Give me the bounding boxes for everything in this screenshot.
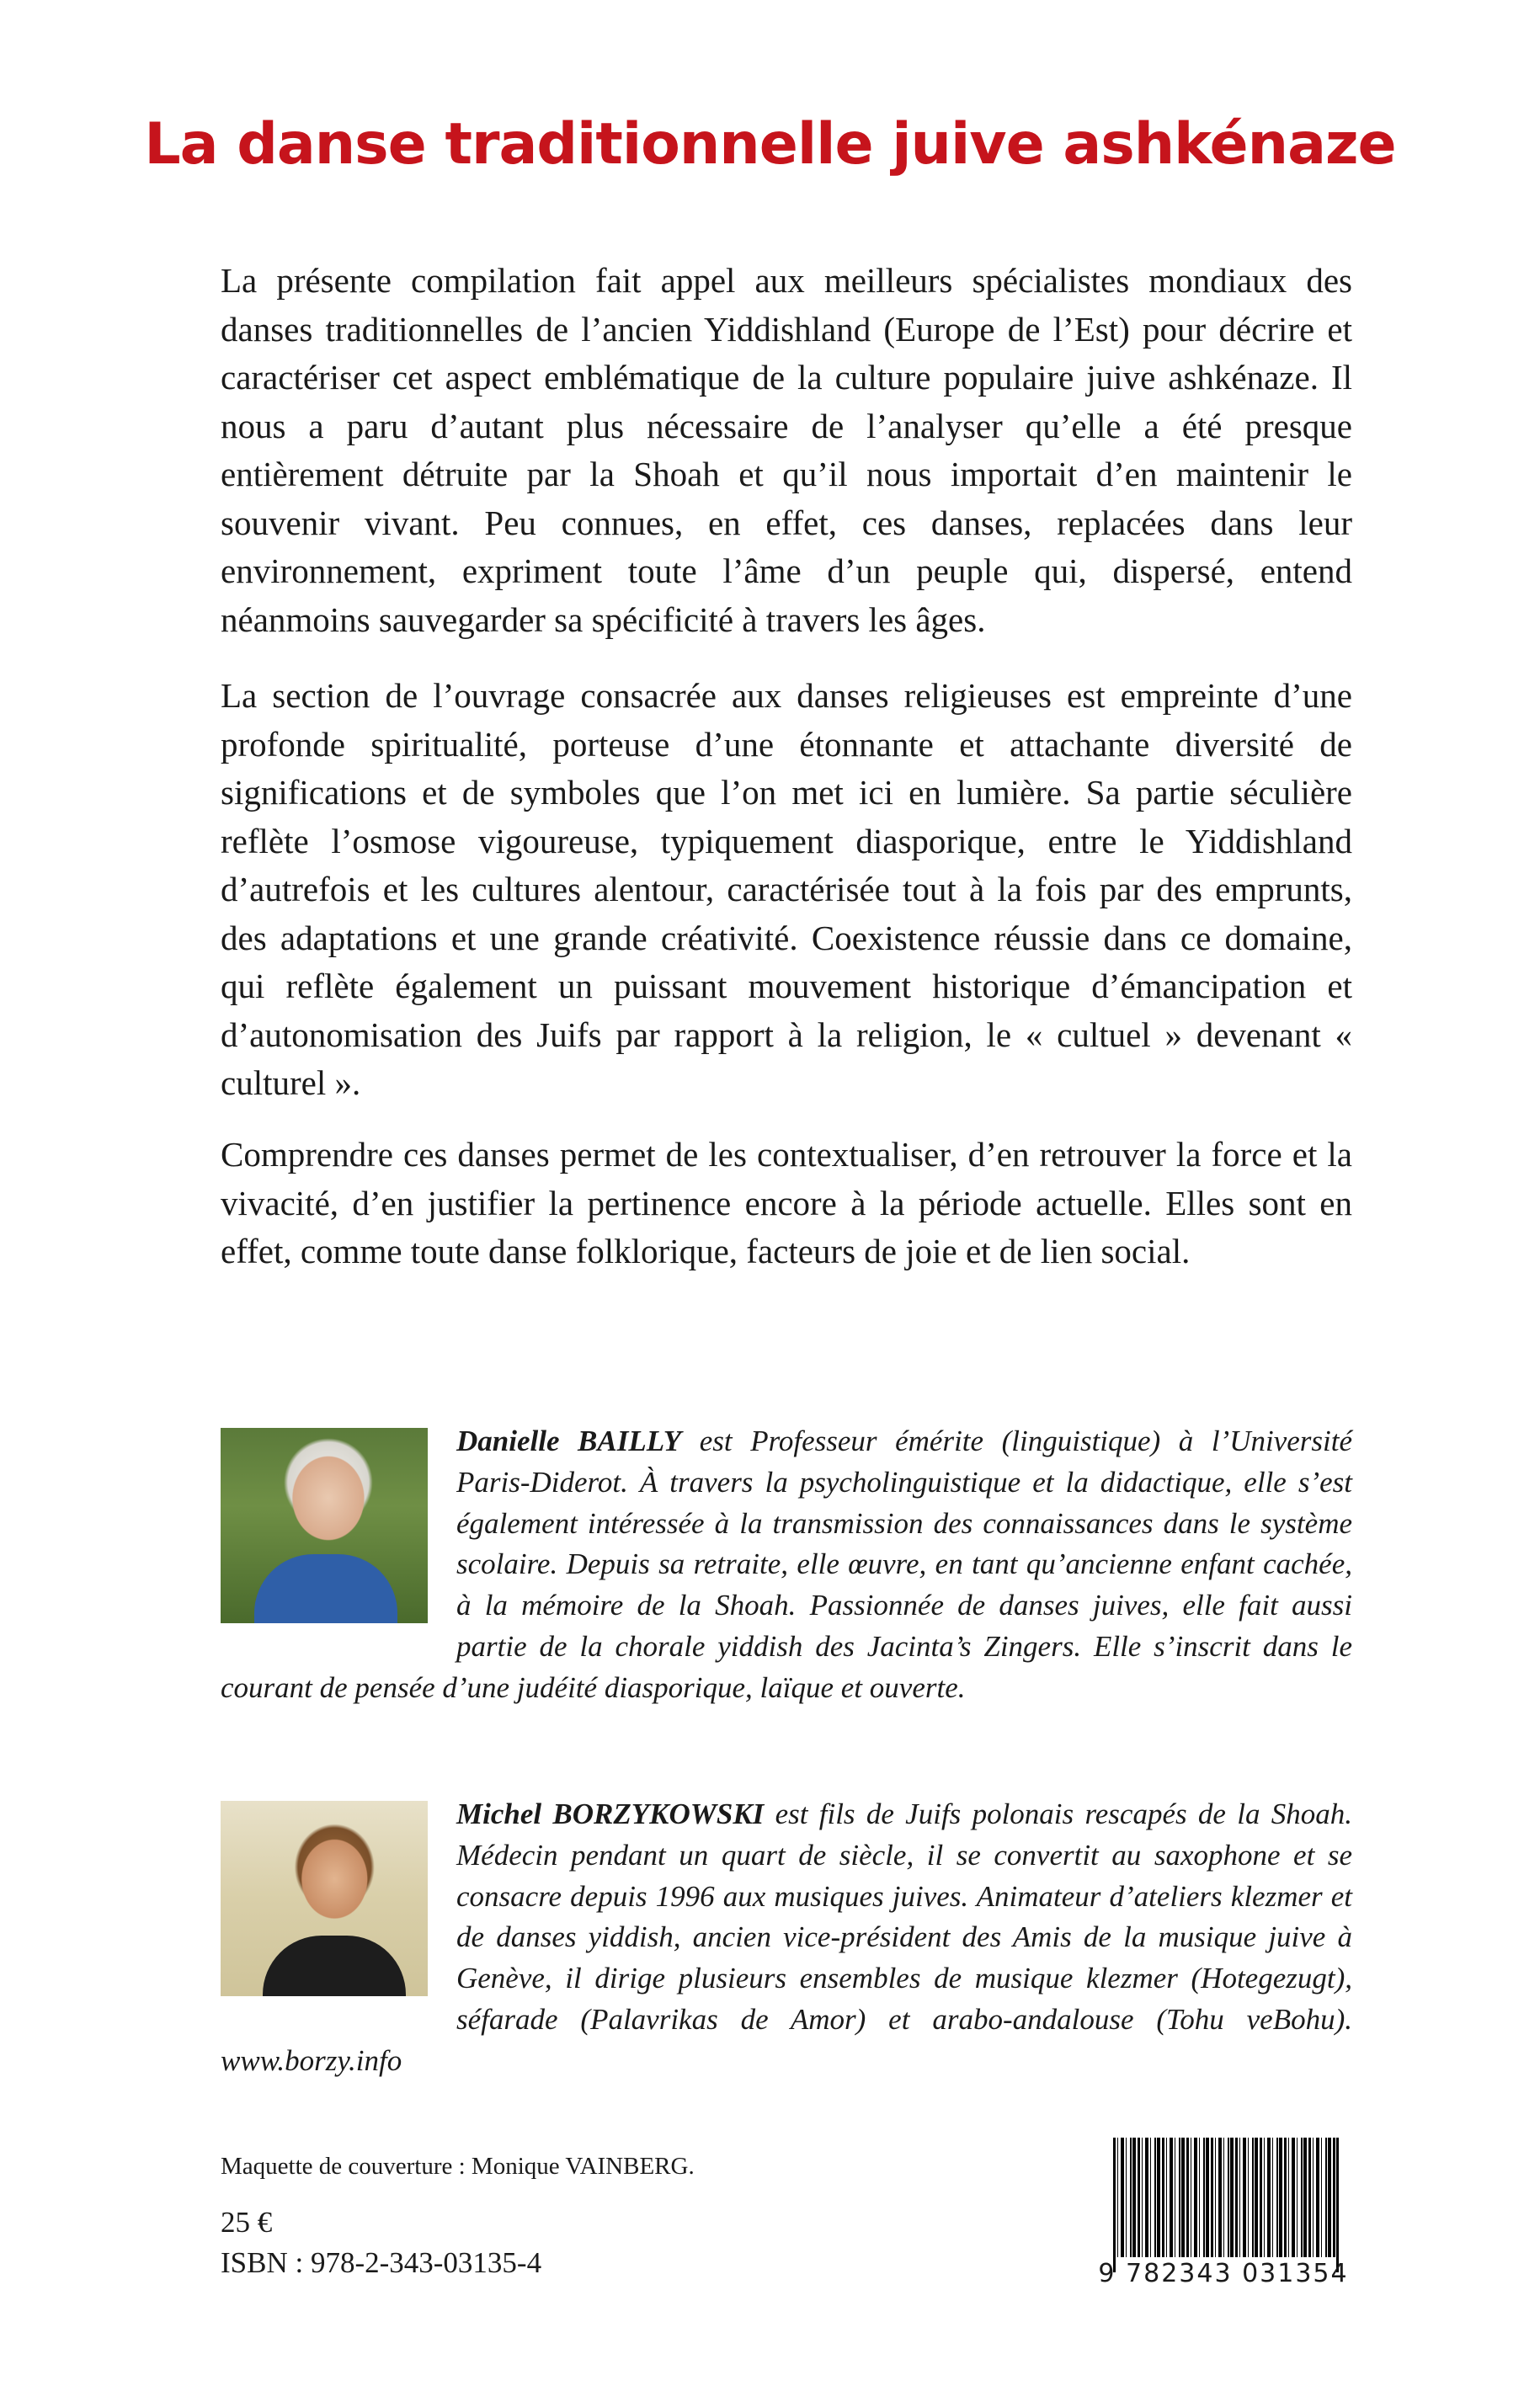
author-bio-2 xyxy=(221,1794,1352,2082)
author-name-1: Danielle BAILLY xyxy=(456,1425,682,1457)
book-title: La danse traditionnelle juive ashkénaze xyxy=(144,111,1396,178)
price: 25 € xyxy=(221,2206,273,2239)
author-bio-1 xyxy=(221,1421,1352,1709)
barcode-digits: 9 782343 031354 xyxy=(1098,2259,1349,2288)
author-photo-2 xyxy=(221,1801,428,1996)
author-bio-text-1: est Professeur émérite (linguistique) à l’Université Paris-Diderot. À travers la psycholinguistique et la didactique, elle s’est également intéressée à la transmission des connaissances dans le système scolaire. Depuis sa retraite, elle œuvre, en tant qu’ancienne enfant cachée, à la mémoire de la Shoah. Passionnée de danses juives, elle fait aussi partie de la chorale yiddish des Jacinta’s Zingers. Elle s’inscrit dans le courant de pensée d’une judéité diasporique, laïque et ouverte. xyxy=(221,1425,1352,1704)
barcode-bars xyxy=(1113,2138,1339,2257)
barcode-guard-right xyxy=(1336,2138,1339,2272)
barcode xyxy=(1095,2134,1352,2289)
isbn: ISBN : 978-2-343-03135-4 xyxy=(221,2246,542,2279)
paragraph-2: La section de l’ouvrage consacrée aux danses religieuses est empreinte d’une profonde spiritualité, porteuse d’une étonnante et attachante diversité de significations et de symboles que l’on met ici en lumière. Sa partie séculière reflète l’osmose vigoureuse, typiquement diasporique, entre le Yiddishland d’autrefois et les cultures alentour, caractérisée tout à la fois par des emprunts, des adaptations et une grande créativité. Coexistence réussie dans ce domaine, qui reflète également un puissant mouvement historique d’émancipation et d’autonomisation des Juifs par rapport à la religion, le « cultuel » devenant « culturel ». xyxy=(221,676,1352,1102)
author-bio-text-2: est fils de Juifs polonais rescapés de la Shoah. Médecin pendant un quart de siècle, il se convertit au saxophone et se consacre depuis 1996 aux musiques juives. Animateur d’ateliers klezmer et de danses yiddish, ancien vice-président des Amis de la musique juive à Genève, il dirige plusieurs ensembles de musique klezmer (Hotegezugt), séfarade (Palavrikas de Amor) et arabo-andalouse (Tohu veBohu). www.borzy.info xyxy=(221,1797,1352,2077)
cover-credit: Maquette de couverture : Monique VAINBERG. xyxy=(221,2153,695,2180)
paragraph-3: Comprendre ces danses permet de les contextualiser, d’en retrouver la force et la vivacité, d’en justifier la pertinence encore à la période actuelle. Elles sont en effet, comme toute danse folklorique, facteurs de joie et de lien social. xyxy=(221,1135,1352,1270)
author-name-2: Michel BORZYKOWSKI xyxy=(456,1797,765,1830)
author-photo-1 xyxy=(221,1428,428,1623)
paragraph-1: La présente compilation fait appel aux meilleurs spécialistes mondiaux des danses traditionnelles de l’ancien Yiddishland (Europe de l’Est) pour décrire et caractériser cet aspect emblématique de la culture populaire juive ashkénaze. Il nous a paru d’autant plus nécessaire de l’analyser qu’elle a été presque entièrement détruite par la Shoah et qu’il nous importait d’en maintenir le souvenir vivant. Peu connues, en effet, ces danses, replacées dans leur environnement, expriment toute l’âme d’un peuple qui, dispersé, entend néanmoins sauvegarder sa spécificité à travers les âges. xyxy=(221,261,1352,639)
